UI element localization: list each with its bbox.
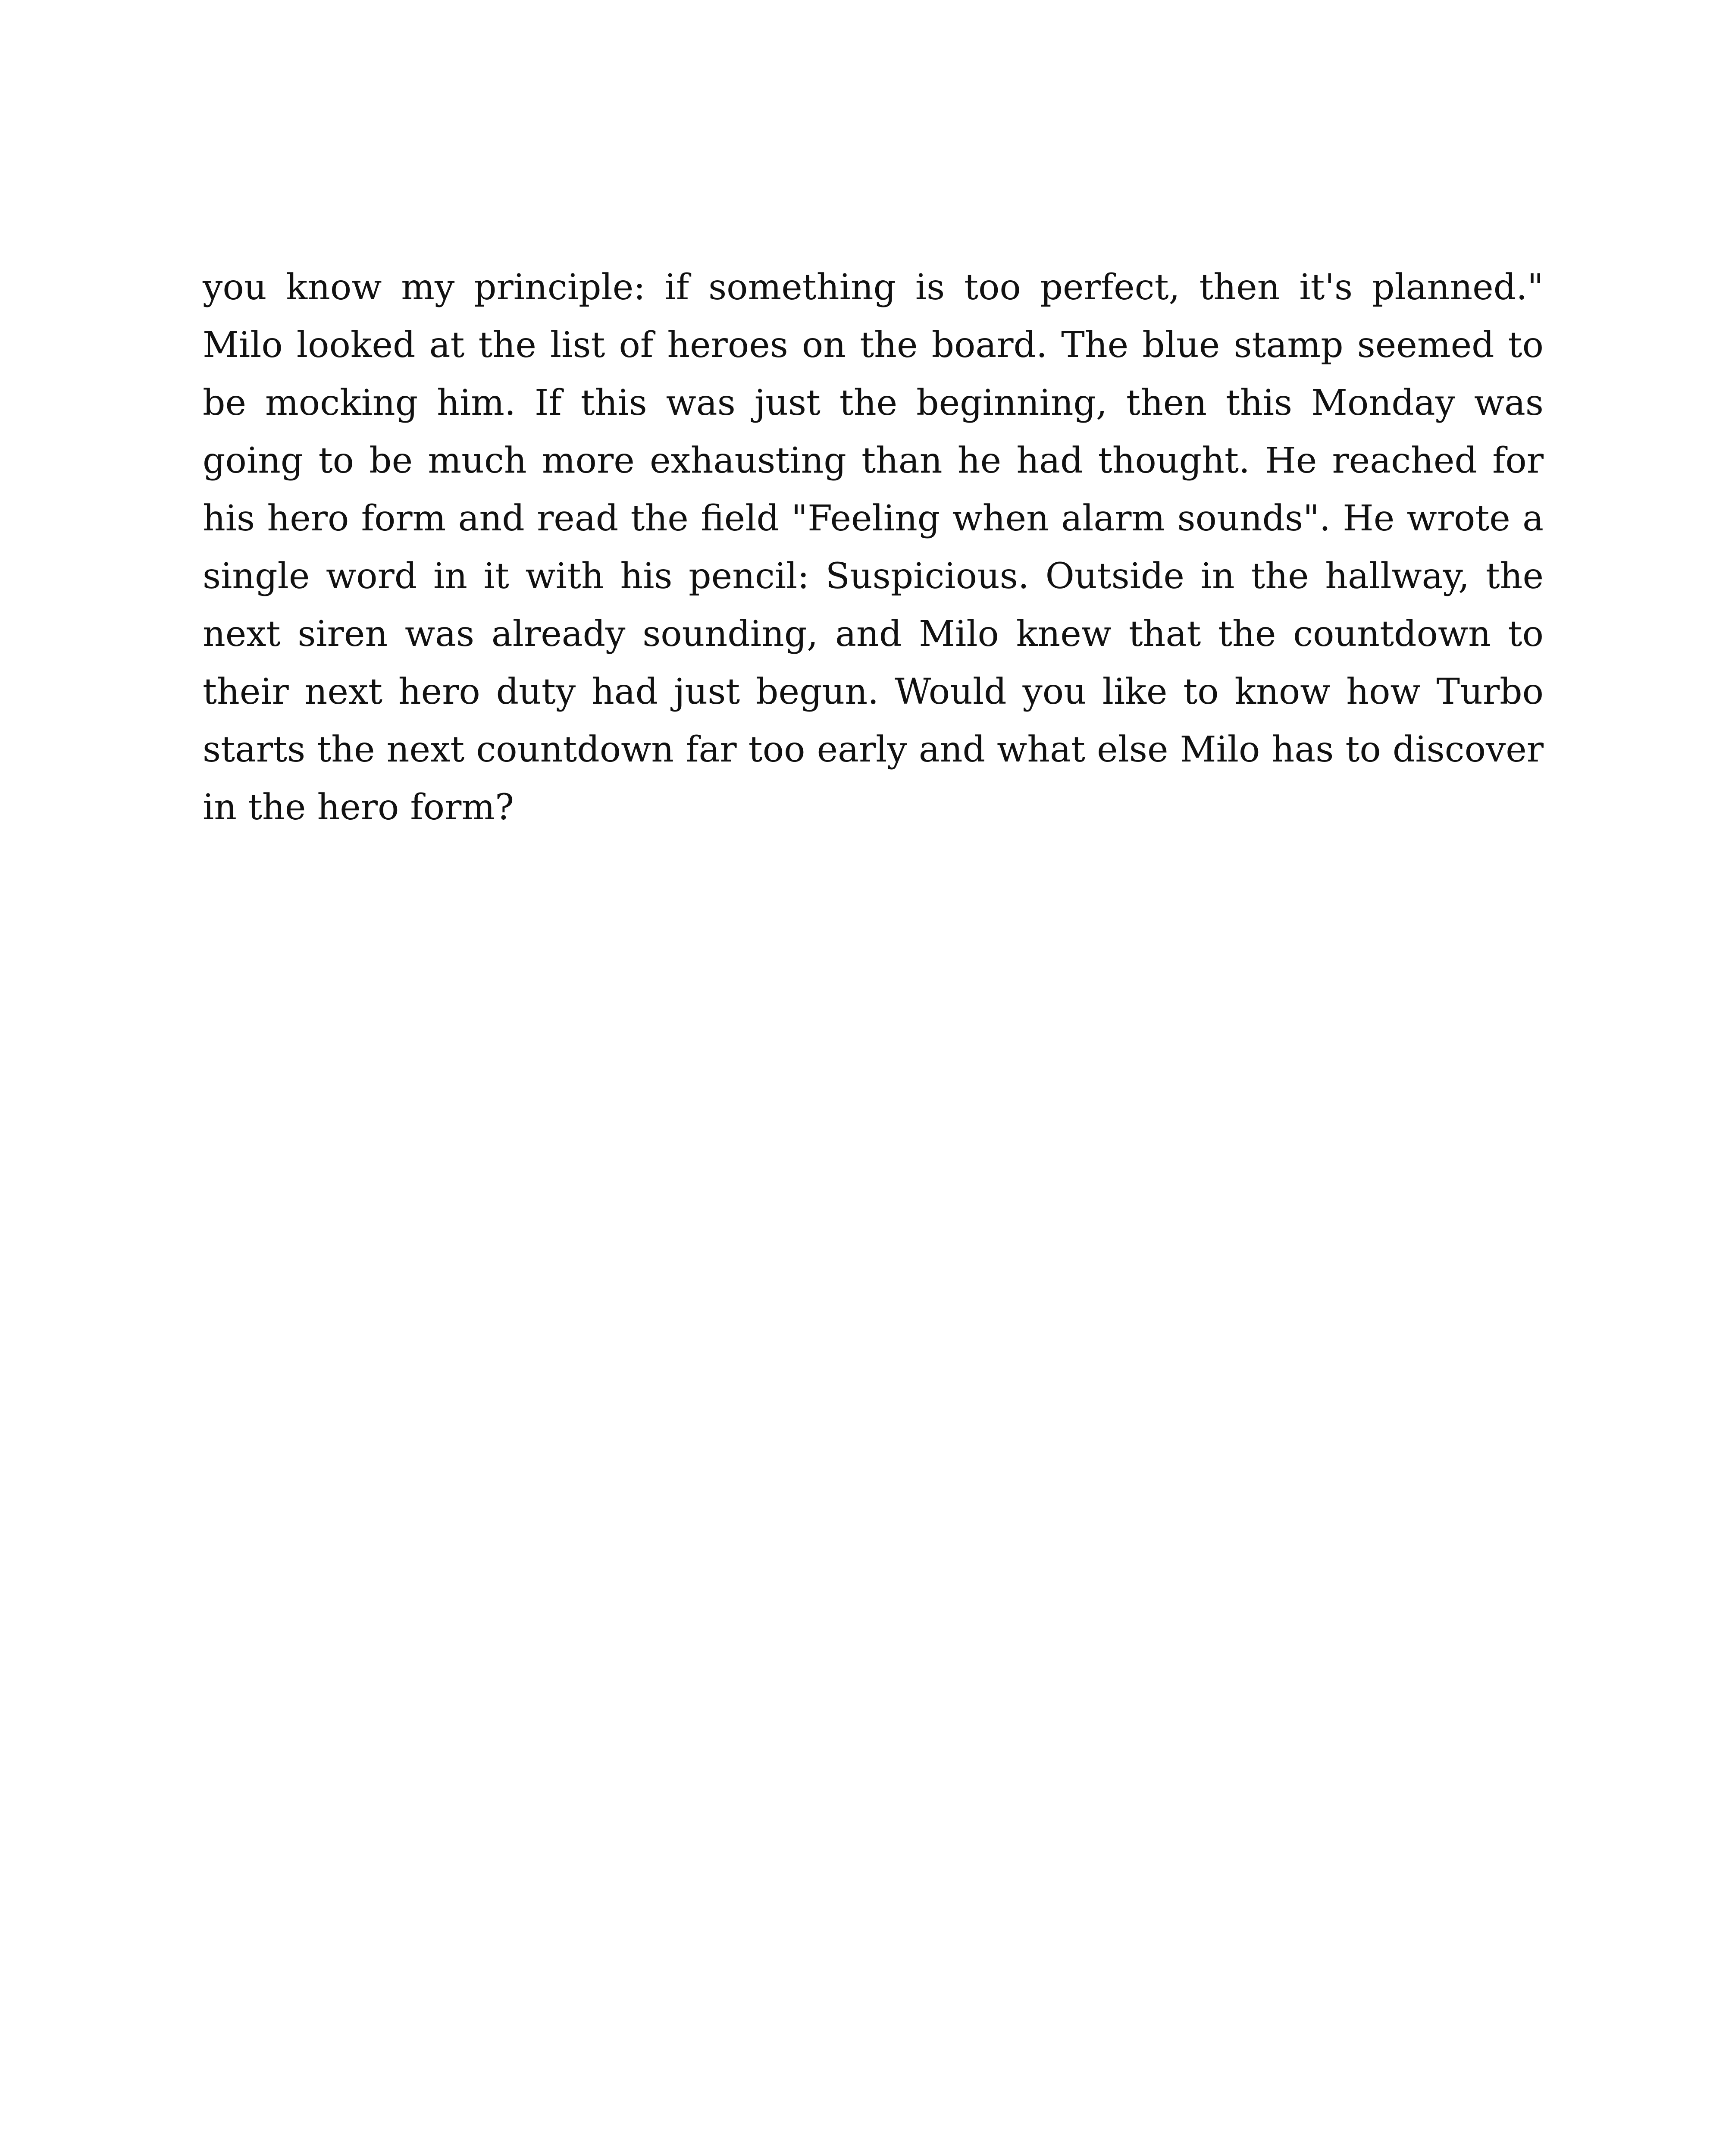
paragraph: you know my principle: if something is too perfect, then it's planned." Milo looked at the list of heroes on the board. The blue stamp seemed to be mocking him. If this was just the beginning, then this Monday was going to be much more exhausting than he had thought. He reached for his hero form and read the field "Feeling when alarm sounds". He wrote a single word in it with his pencil: Suspicious. Outside in the hallway, the next siren was already sounding, and Milo knew that the countdown to their next hero duty had just begun. Would you like to know how Turbo starts the next countdown far too early and what else Milo has to discover in the hero form? (203, 267, 1544, 828)
body-text (203, 259, 1544, 837)
